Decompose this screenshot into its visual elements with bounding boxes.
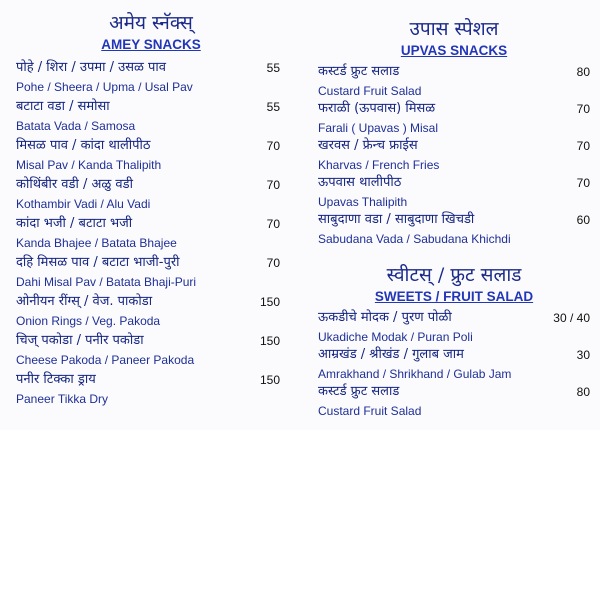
item-name-english: Farali ( Upavas ) Misal xyxy=(318,121,439,135)
item-name-marathi: पनीर टिक्का ड्राय xyxy=(16,372,96,387)
item-price: 150 xyxy=(259,295,280,309)
section-title-marathi: अमेय स्नॅक्स् xyxy=(109,12,193,34)
menu-item xyxy=(318,173,590,210)
menu-item xyxy=(16,331,286,370)
menu-item xyxy=(318,382,590,419)
menu-item xyxy=(16,370,286,409)
item-name-english: Custard Fruit Salad xyxy=(318,84,422,98)
item-name-english: Kanda Bhajee / Batata Bhajee xyxy=(16,236,177,250)
menu-item xyxy=(16,136,286,175)
section-title-marathi: स्वीटस् / फ्रुट सलाड xyxy=(386,264,522,286)
item-price: 55 xyxy=(266,61,280,75)
item-price: 60 xyxy=(576,213,590,227)
item-name-marathi: चिज् पकोडा / पनीर पकोडा xyxy=(16,333,144,348)
item-name-english: Sabudana Vada / Sabudana Khichdi xyxy=(318,232,511,246)
item-name-english: Kothambir Vadi / Alu Vadi xyxy=(16,197,151,211)
item-name-english: Onion Rings / Veg. Pakoda xyxy=(16,314,161,328)
item-name-marathi: ओनीयन रींग्स् / वेज. पाकोडा xyxy=(16,294,153,309)
menu-item xyxy=(318,62,590,99)
section-title-english: AMEY SNACKS xyxy=(101,37,201,52)
item-name-english: Pohe / Sheera / Upma / Usal Pav xyxy=(16,80,193,94)
item-name-english: Paneer Tikka Dry xyxy=(16,392,109,406)
item-price: 80 xyxy=(576,65,590,79)
menu-item xyxy=(318,136,590,173)
item-price: 30 / 40 xyxy=(553,311,590,325)
item-name-marathi: ऊपवास थालीपीठ xyxy=(318,175,402,190)
item-price: 70 xyxy=(266,139,280,153)
menu-item xyxy=(16,292,286,331)
section-title-english: SWEETS / FRUIT SALAD xyxy=(374,289,534,304)
menu-item xyxy=(318,308,590,345)
item-price: 70 xyxy=(576,139,590,153)
item-name-marathi: आम्रखंड / श्रीखंड / गुलाब जाम xyxy=(318,347,464,362)
menu-item xyxy=(16,58,286,97)
item-name-marathi: साबुदाणा वडा / साबुदाणा खिचडी xyxy=(318,212,475,227)
item-price: 55 xyxy=(266,100,280,114)
amey-snacks-section xyxy=(16,10,286,409)
item-name-english: Batata Vada / Samosa xyxy=(16,119,136,133)
item-name-marathi: कस्टर्ड फ्रुट सलाड xyxy=(318,384,400,399)
item-name-english: Amrakhand / Shrikhand / Gulab Jam xyxy=(318,367,512,381)
item-name-english: Ukadiche Modak / Puran Poli xyxy=(318,330,473,344)
item-price: 70 xyxy=(266,217,280,231)
section-title-english: UPVAS SNACKS xyxy=(400,43,508,58)
item-price: 30 xyxy=(576,348,590,362)
item-price: 150 xyxy=(259,334,280,348)
item-name-marathi: खरवस / फ्रेन्च फ्राईस xyxy=(318,138,418,153)
menu-item xyxy=(318,345,590,382)
sweets-section xyxy=(318,262,590,419)
item-price: 150 xyxy=(259,373,280,387)
item-name-marathi: पोहे / शिरा / उपमा / उसळ पाव xyxy=(16,60,167,75)
item-name-marathi: मिसळ पाव / कांदा थालीपीठ xyxy=(16,138,151,153)
item-name-english: Kharvas / French Fries xyxy=(318,158,440,172)
item-name-marathi: दहि मिसळ पाव / बटाटा भाजी-पुरी xyxy=(16,255,180,270)
item-price: 70 xyxy=(576,102,590,116)
item-name-marathi: फराळी (ऊपवास) मिसळ xyxy=(318,101,436,116)
menu-item xyxy=(318,210,590,247)
item-price: 70 xyxy=(576,176,590,190)
item-name-english: Cheese Pakoda / Paneer Pakoda xyxy=(16,353,195,367)
item-name-marathi: ऊकडीचे मोदक / पुरण पोळी xyxy=(318,310,452,325)
item-name-marathi: कोथिंबीर वडी / अळु वडी xyxy=(16,177,133,192)
item-name-marathi: बटाटा वडा / समोसा xyxy=(16,99,110,114)
section-title-marathi: उपास स्पेशल xyxy=(409,18,499,40)
menu-item xyxy=(16,253,286,292)
menu-item xyxy=(318,99,590,136)
menu-item xyxy=(16,175,286,214)
item-name-marathi: कस्टर्ड फ्रुट सलाड xyxy=(318,64,400,79)
item-name-english: Misal Pav / Kanda Thalipith xyxy=(16,158,162,172)
item-name-english: Dahi Misal Pav / Batata Bhaji-Puri xyxy=(16,275,197,289)
item-name-marathi: कांदा भजी / बटाटा भजी xyxy=(16,216,133,231)
item-price: 70 xyxy=(266,178,280,192)
upvas-snacks-section xyxy=(318,16,590,247)
item-name-english: Upavas Thalipith xyxy=(318,195,408,209)
item-price: 80 xyxy=(576,385,590,399)
item-name-english: Custard Fruit Salad xyxy=(318,404,422,418)
item-price: 70 xyxy=(266,256,280,270)
menu-item xyxy=(16,97,286,136)
menu-item xyxy=(16,214,286,253)
